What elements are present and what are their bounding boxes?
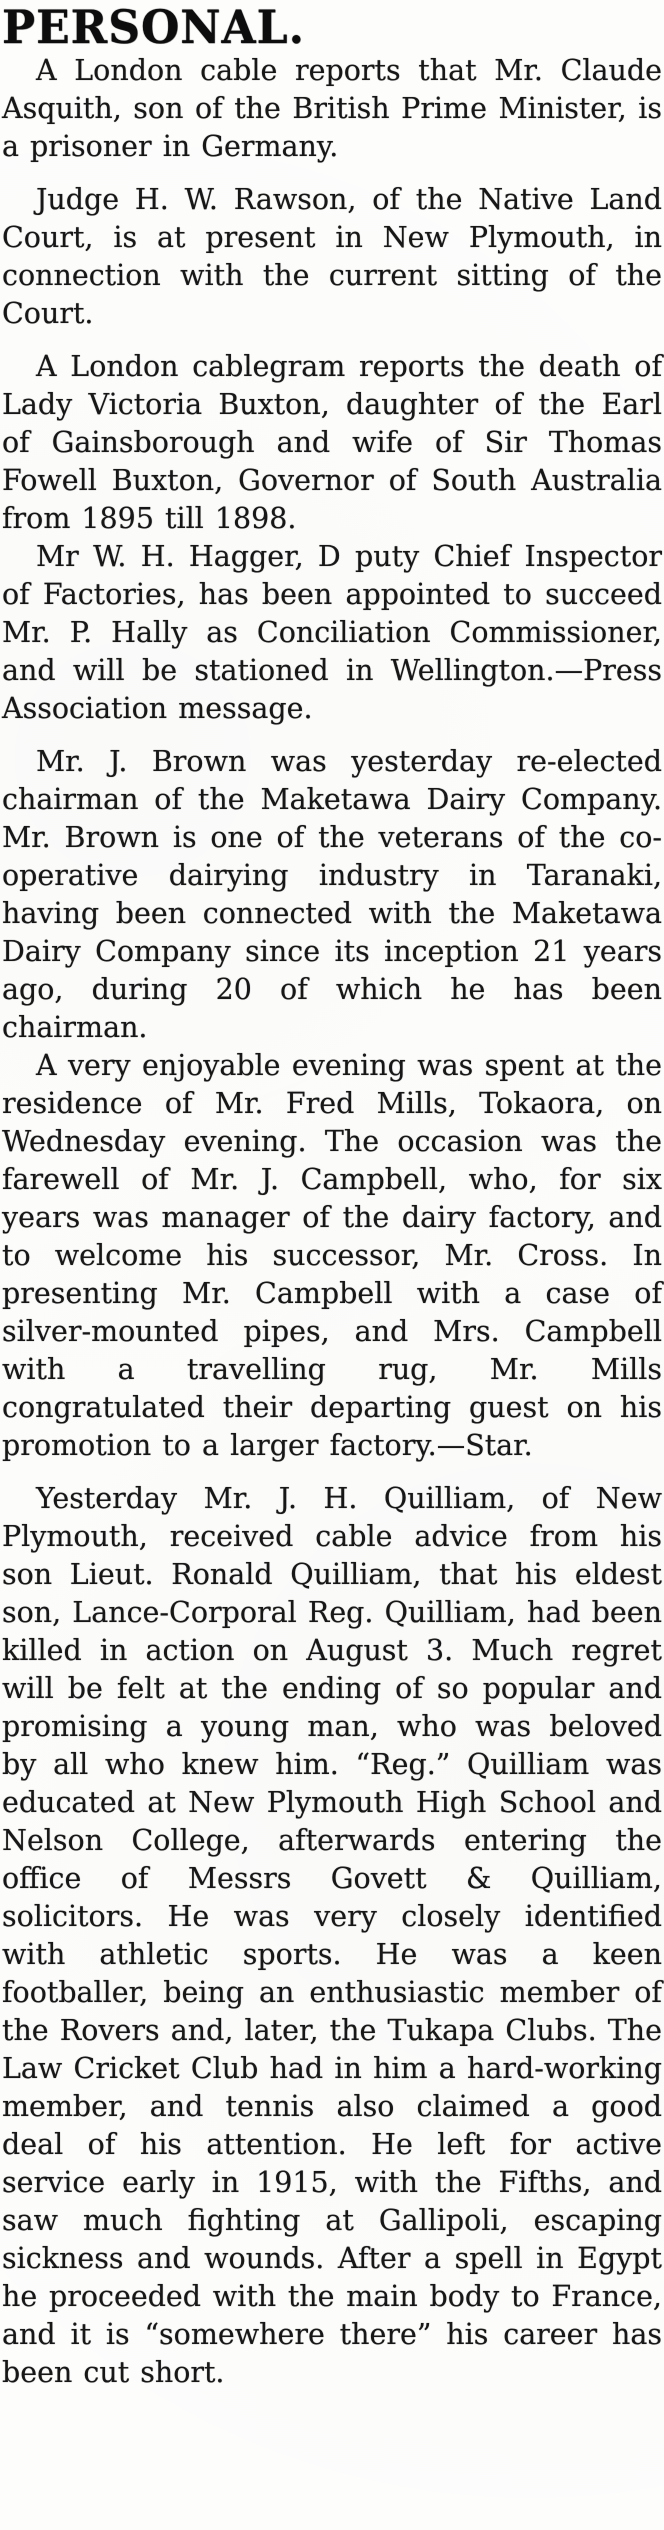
article-paragraph: A London cable reports that Mr. Claude Asquith, son of the British Prime Minister, is a prisoner in Germany. xyxy=(2,54,662,164)
article-paragraph: A London cablegram reports the death of Lady Victoria Buxton, daughter of the Earl of Gainsborough and wife of Sir Thomas Fowell Buxton, Governor of South Australia from 1895 till 1898. xyxy=(2,350,662,536)
article-paragraph: A very enjoyable evening was spent at the residence of Mr. Fred Mills, Tokaora, on Wednesday evening. The occasion was the farewell of Mr. J. Campbell, who, for six years was manager of the dairy factory, and to welcome his successor, Mr. Cross. In presenting Mr. Campbell with a case of silver-mounted pipes, and Mrs. Campbell with a travelling rug, Mr. Mills congratulated their departing guest on his promotion to a larger factory.—Star. xyxy=(2,1049,662,1463)
article-paragraph: Mr. J. Brown was yesterday re-elected chairman of the Maketawa Dairy Company. Mr. Brown is one of the veterans of the co-operative dairying industry in Taranaki, having been connected with the Maketawa Dairy Company since its inception 21 years ago, during 20 of which he has been chairman. xyxy=(2,745,662,1045)
article-paragraph: Judge H. W. Rawson, of the Native Land Court, is at present in New Plymouth, in connection with the current sitting of the Court. xyxy=(2,183,662,331)
newspaper-column xyxy=(2,0,662,2392)
article-paragraph: Yesterday Mr. J. H. Quilliam, of New Plymouth, received cable advice from his son Lieut. Ronald Quilliam, that his eldest son, Lance-Corporal Reg. Quilliam, had been killed in action on August 3. Much regret will be felt at the ending of so popular and promising a young man, who was beloved by all who knew him. “Reg.” Quilliam was educated at New Plymouth High School and Nelson College, afterwards entering the office of Messrs Govett & Quilliam, solicitors. He was very closely identified with athletic sports. He was a keen footballer, being an enthusiastic member of the Rovers and, later, the Tukapa Clubs. The Law Cricket Club had in him a hard-working member, and tennis also claimed a good deal of his attention. He left for active service early in 1915, with the Fifths, and saw much fighting at Gallipoli, escaping sickness and wounds. After a spell in Egypt he proceeded with the main body to France, and it is “somewhere there” his career has been cut short. xyxy=(2,1482,662,2390)
article-paragraph: Mr W. H. Hagger, D puty Chief Inspector of Factories, has been appointed to succeed Mr. P. Hally as Conciliation Commissioner, and will be stationed in Wellington.—Press Association message. xyxy=(2,540,662,726)
section-heading: PERSONAL. xyxy=(2,0,305,55)
